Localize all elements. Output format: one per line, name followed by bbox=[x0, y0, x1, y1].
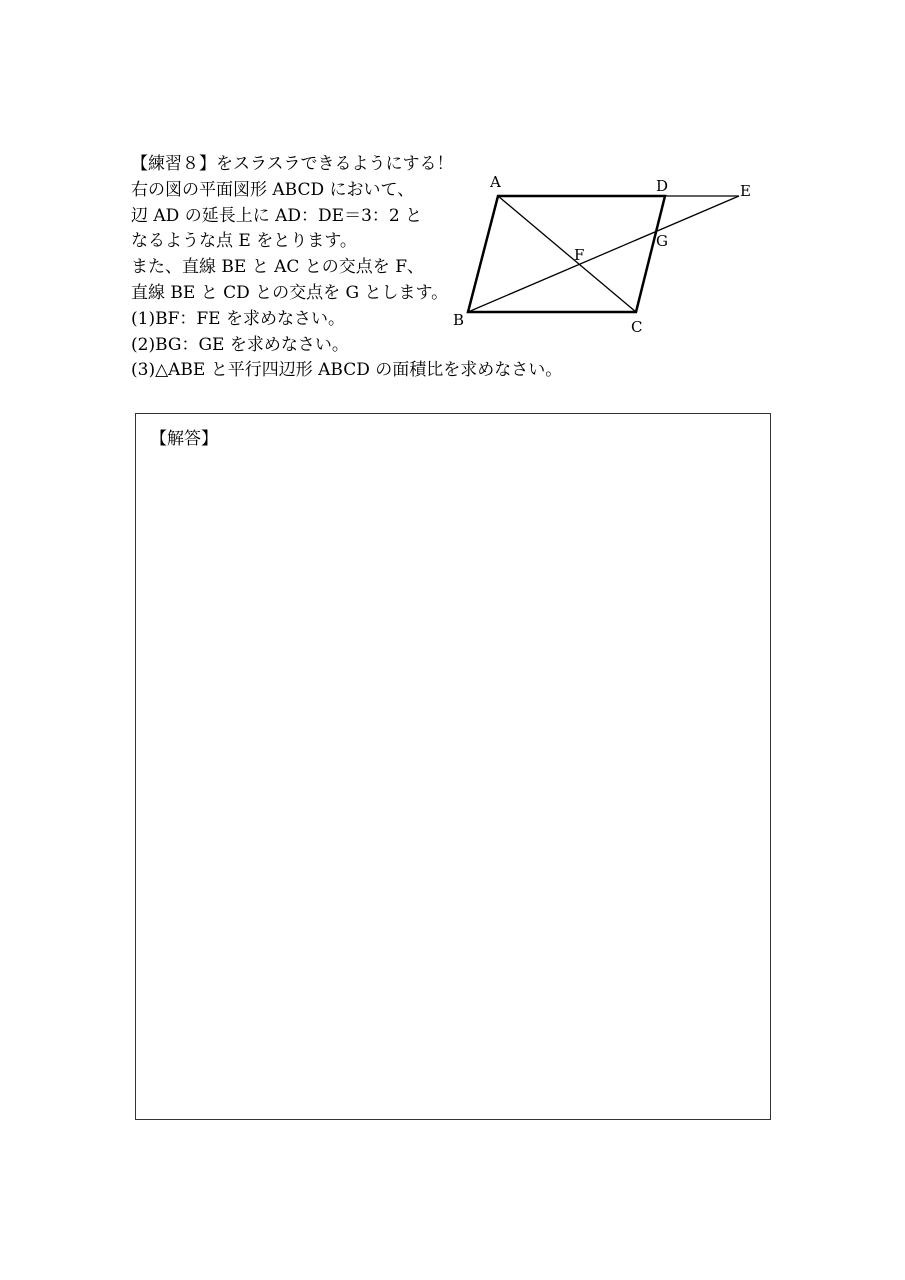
question-2: (2)BG：GE を求めなさい。 bbox=[131, 334, 349, 355]
problem-line: 辺 AD の延長上に AD：DE＝3：2 と bbox=[131, 205, 423, 226]
question-3: (3)△ABE と平行四辺形 ABCD の面積比を求めなさい。 bbox=[131, 360, 563, 381]
problem-line: 直線 BE と CD との交点を G とします。 bbox=[131, 282, 449, 303]
answer-label: 【解答】 bbox=[150, 429, 218, 449]
question-1: (1)BF：FE を求めなさい。 bbox=[131, 308, 345, 329]
label-d: D bbox=[656, 177, 669, 195]
problem-line: なるような点 E をとります。 bbox=[131, 231, 357, 252]
label-c: C bbox=[631, 318, 643, 336]
label-e: E bbox=[740, 182, 751, 200]
problem-line: 右の図の平面図形 ABCD において、 bbox=[131, 179, 415, 200]
parallelogram-figure bbox=[445, 170, 765, 345]
label-b: B bbox=[453, 311, 465, 329]
label-a: A bbox=[490, 173, 501, 191]
line-be bbox=[468, 196, 739, 312]
problem-title: 【練習８】をスラスラできるようにする！ bbox=[131, 154, 454, 174]
answer-box[interactable] bbox=[135, 413, 771, 1120]
label-f: F bbox=[574, 246, 585, 264]
diagonal-ac bbox=[498, 196, 636, 312]
problem-line: また、直線 BE と AC との交点を F、 bbox=[131, 257, 425, 278]
label-g: G bbox=[656, 232, 668, 250]
